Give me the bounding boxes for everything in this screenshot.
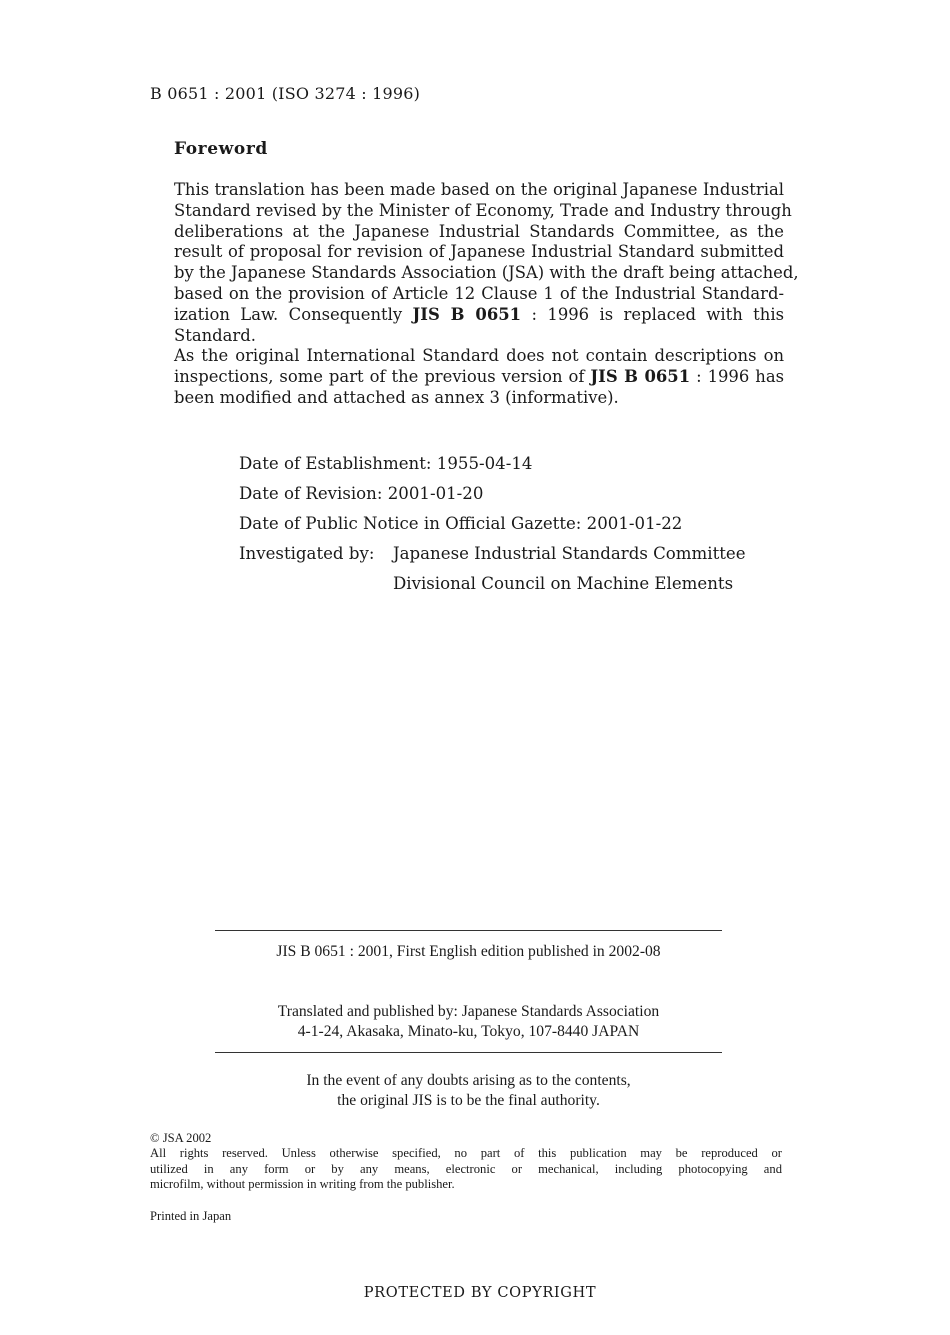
foreword-body — [174, 180, 799, 409]
investigated-value — [393, 542, 746, 602]
copyright-block — [150, 1131, 782, 1193]
dates-block — [239, 452, 746, 602]
foreword-p1-line2: Standard revised by the Minister of Economy, Trade and Industry through — [174, 200, 792, 220]
rights-line3: microfilm, without permission in writing from the publisher. — [150, 1177, 455, 1192]
foreword-p2-line3: been modified and attached as annex 3 (informative). — [174, 387, 619, 407]
authority-note — [215, 1071, 722, 1111]
foreword-p1-line6: based on the provision of Article 12 Clause 1 of the Industrial Standard- — [174, 283, 784, 303]
foreword-p2-line2-end: : 1996 has — [690, 367, 785, 387]
foreword-p1-line5: by the Japanese Standards Association (JSA) with the draft being attached, — [174, 263, 799, 283]
foreword-p1-line1: This translation has been made based on the original Japanese Industrial — [174, 180, 784, 199]
investigated-committee: Japanese Industrial Standards Committee — [393, 544, 746, 563]
date-establishment: Date of Establishment: 1955-04-14 — [239, 454, 533, 473]
publisher-address: 4-1-24, Akasaka, Minato-ku, Tokyo, 107-8440 JAPAN — [297, 1023, 640, 1040]
date-revision: Date of Revision: 2001-01-20 — [239, 484, 484, 503]
foreword-p1-line4: result of proposal for revision of Japanese Industrial Standard submitted — [174, 242, 784, 262]
edition-line: JIS B 0651 : 2001, First English edition published in 2002-08 — [276, 943, 661, 960]
foreword-p2-line2 — [174, 367, 784, 388]
foreword-p1-line7-start: ization Law. Consequently — [174, 304, 413, 324]
jis-code-bold: JIS B 0651 — [590, 367, 691, 387]
top-divider — [215, 930, 722, 931]
authority-line2: the original JIS is to be the final authority. — [337, 1092, 600, 1109]
foreword-p1-line8: Standard. — [174, 325, 256, 345]
publisher-line: Translated and published by: Japanese Standards Association — [277, 1003, 660, 1020]
copyright-holder: © JSA 2002 — [150, 1131, 212, 1145]
foreword-p2-line2-start: inspections, some part of the previous version of — [174, 367, 591, 387]
rights-line2: utilized in any form or by any means, electronic or mechanical, including photocopying and — [150, 1161, 782, 1176]
rights-line1: All rights reserved. Unless otherwise specified, no part of this publication may be reproduced or — [150, 1146, 782, 1161]
printed-in: Printed in Japan — [150, 1209, 232, 1223]
foreword-p1-line7 — [174, 305, 784, 326]
authority-line1: In the event of any doubts arising as to the contents, — [306, 1072, 631, 1089]
date-public-notice: Date of Public Notice in Official Gazette: 2001-01-22 — [239, 514, 683, 533]
investigated-council: Divisional Council on Machine Elements — [393, 574, 734, 593]
foreword-p1-line3: deliberations at the Japanese Industrial Standards Committee, as the — [174, 221, 784, 241]
jis-code-bold: JIS B 0651 — [412, 304, 522, 324]
foreword-p1-line7-end: : 1996 is replaced with this — [521, 304, 784, 324]
bottom-divider — [215, 1052, 722, 1053]
protected-by-copyright: PROTECTED BY COPYRIGHT — [363, 1284, 597, 1301]
foreword-title: Foreword — [174, 139, 268, 159]
investigated-label: Investigated by: — [239, 544, 375, 563]
foreword-p2-line1: As the original International Standard does not contain descriptions on — [174, 346, 784, 366]
standard-reference: B 0651 : 2001 (ISO 3274 : 1996) — [150, 84, 421, 103]
investigated-by — [239, 542, 746, 602]
publisher-block — [215, 1002, 722, 1042]
